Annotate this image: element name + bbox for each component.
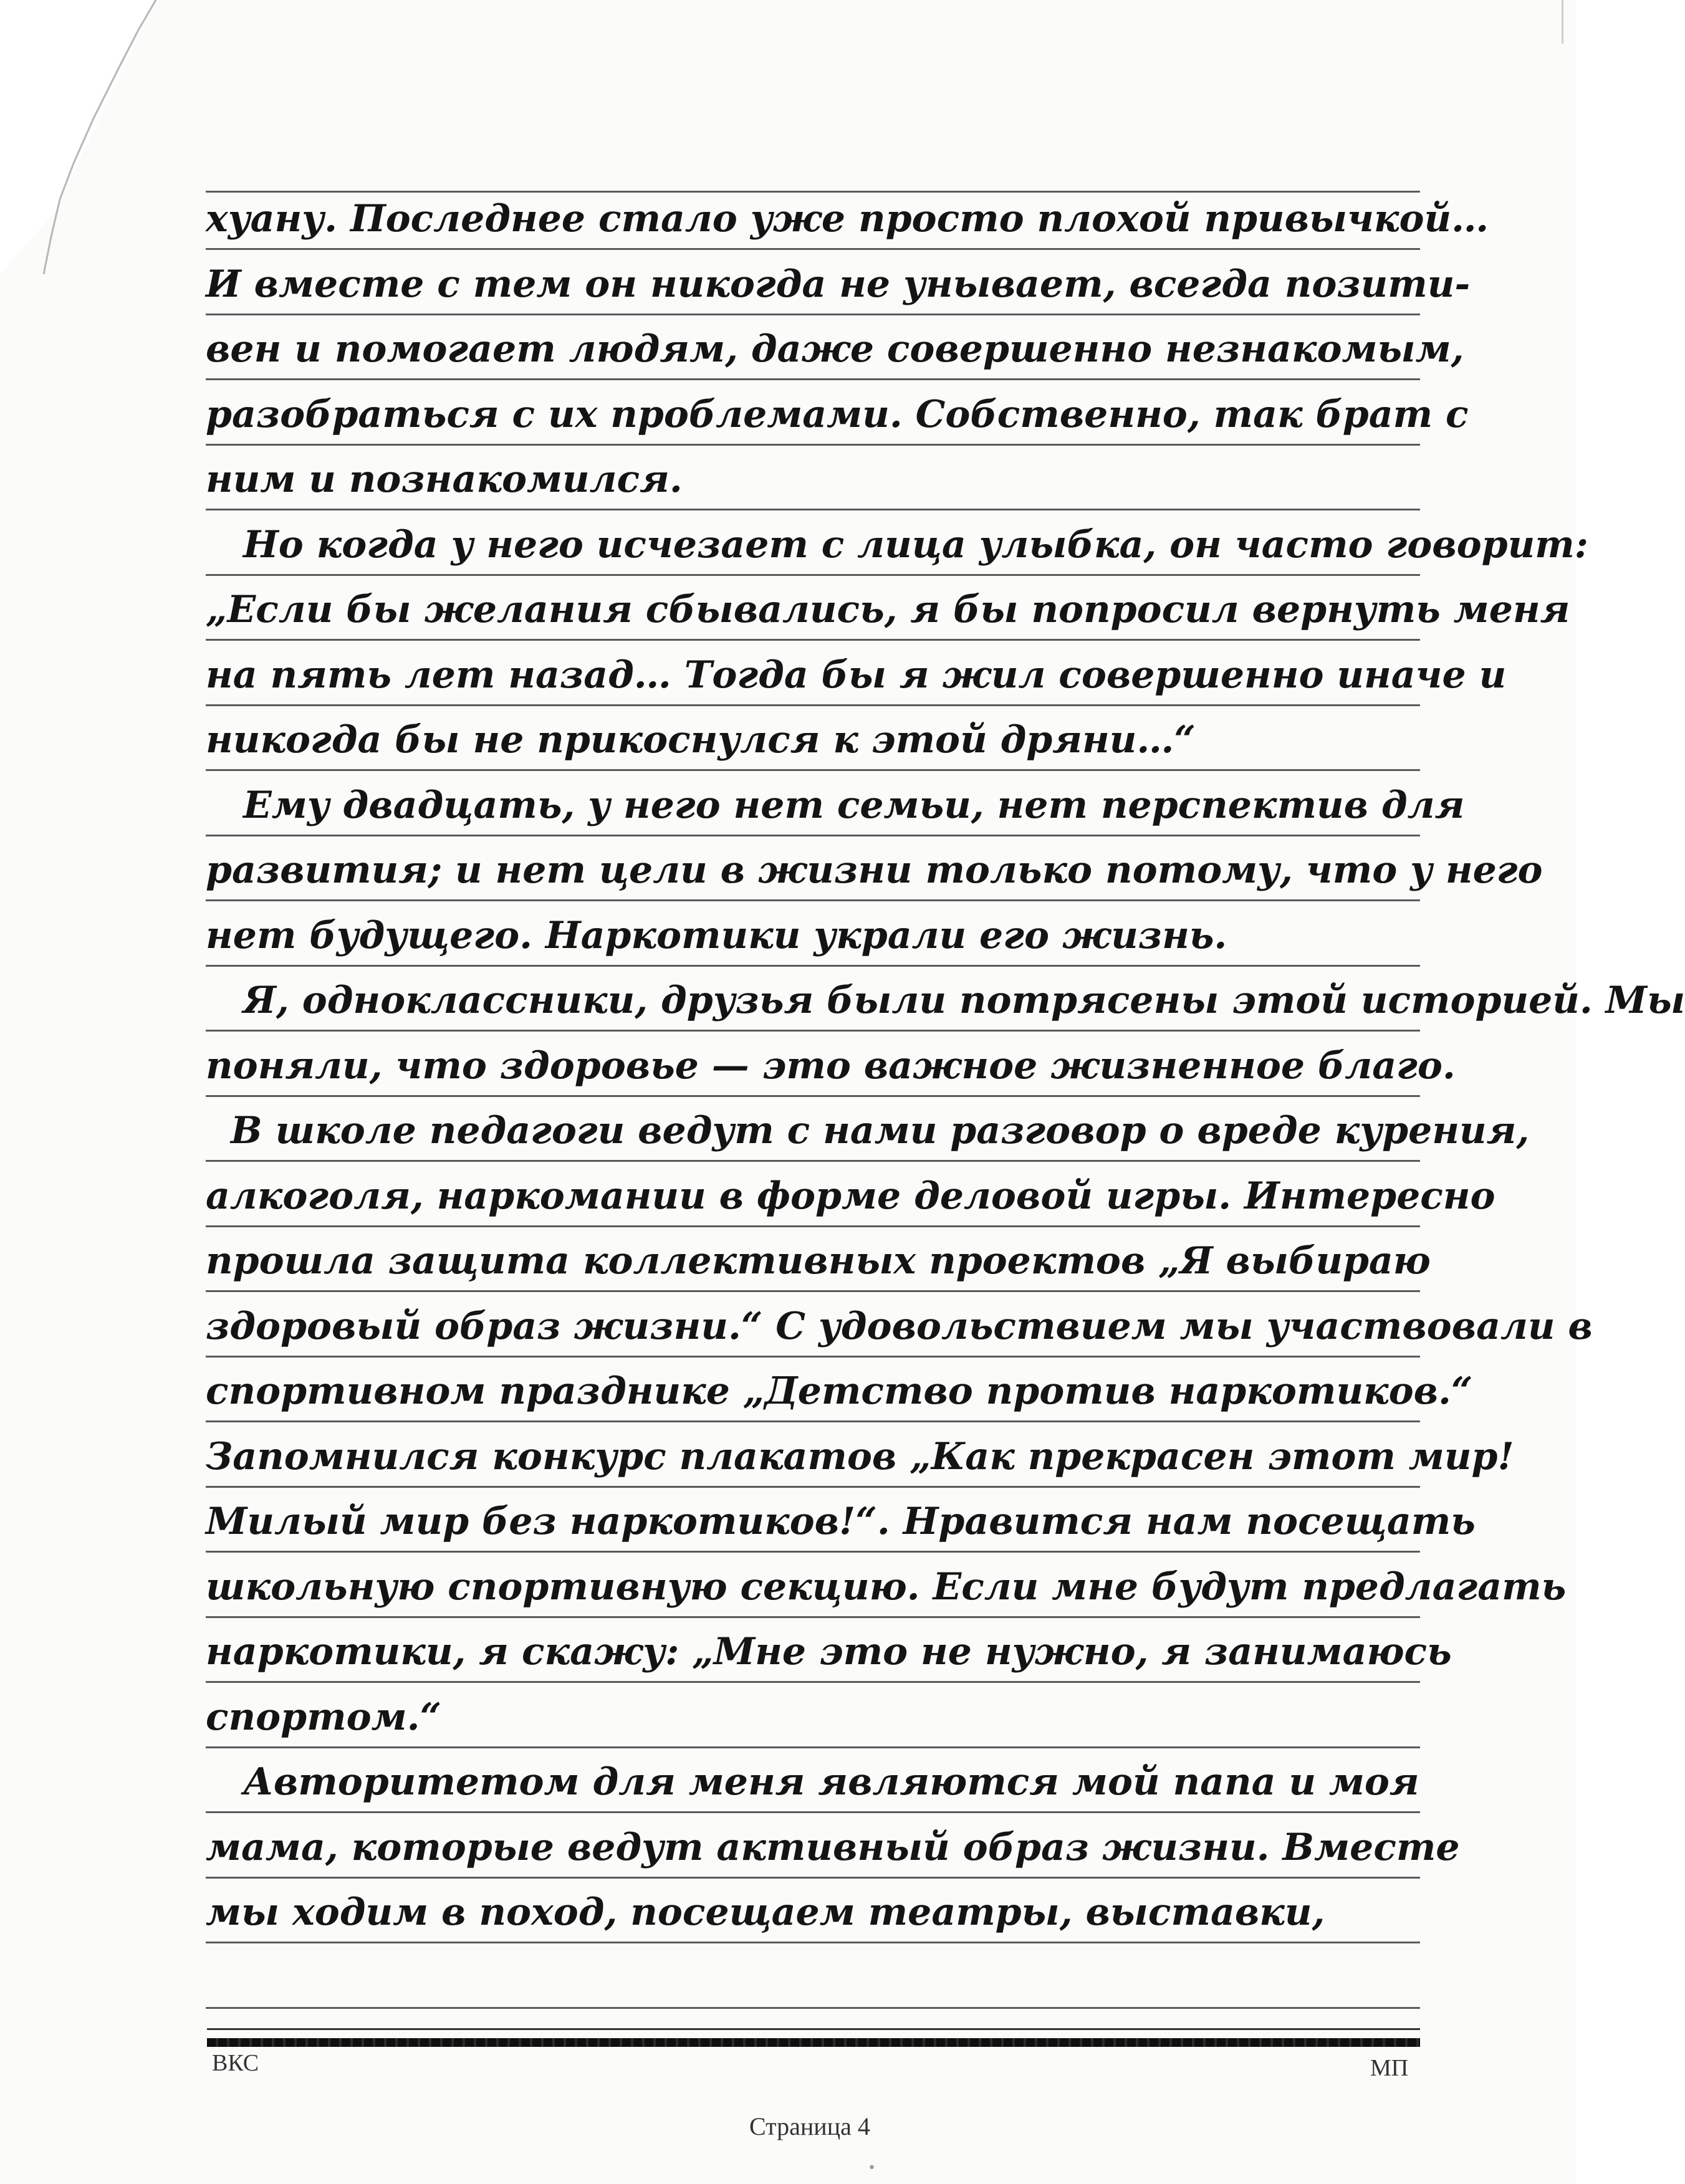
- ruled-line: [206, 1551, 1420, 1553]
- ruled-line: [206, 1225, 1420, 1227]
- sheet-edge: [1562, 0, 1576, 44]
- ruled-line: [206, 835, 1420, 836]
- handwritten-line: Но когда у него исчезает с лица улыбка, он часто говорит:: [243, 522, 1588, 567]
- handwritten-line: Запомнился конкурс плакатов „Как прекрасен этот мир!: [206, 1434, 1514, 1478]
- footer-left-label: ВКС: [212, 2050, 259, 2076]
- handwritten-line: разобраться с их проблемами. Собственно, так брат с: [206, 392, 1469, 436]
- handwritten-line: развития; и нет цели в жизни только потому, что у него: [206, 848, 1543, 892]
- handwritten-text-area: [206, 191, 1685, 1948]
- handwritten-line: хуану. Последнее стало уже просто плохой привычкой…: [206, 197, 1489, 241]
- footer-right-label: МП: [1370, 2055, 1409, 2081]
- handwritten-line: никогда бы не прикоснулся к этой дряни…“: [206, 718, 1196, 762]
- ruled-line: [206, 314, 1420, 315]
- handwritten-line: здоровый образ жизни.“ С удовольствием мы участвовали в: [206, 1304, 1593, 1348]
- handwritten-line: ним и познакомился.: [206, 457, 683, 501]
- ruled-line: [206, 248, 1420, 250]
- ruled-line: [206, 1095, 1420, 1097]
- ruled-line: [206, 704, 1420, 706]
- ruled-line: [206, 191, 1420, 193]
- page-number: Страница 4: [749, 2112, 870, 2140]
- handwritten-line: вен и помогает людям, даже совершенно незнакомым,: [206, 327, 1464, 371]
- ruled-line: [206, 509, 1420, 510]
- handwritten-line: школьную спортивную секцию. Если мне будут предлагать: [206, 1564, 1567, 1609]
- scan-speck: •: [868, 2160, 876, 2176]
- ruled-line: [206, 965, 1420, 967]
- handwritten-line: спортом.“: [206, 1695, 442, 1739]
- handwritten-line: Авторитетом для меня являются мой папа и моя: [243, 1760, 1419, 1804]
- ruled-line: [206, 1942, 1420, 1943]
- handwritten-line: нет будущего. Наркотики украли его жизнь.: [206, 913, 1227, 957]
- ruled-line: [206, 1030, 1420, 1032]
- handwritten-line: алкоголя, наркомании в форме деловой игры. Интересно: [206, 1174, 1495, 1218]
- ruled-line: [206, 1681, 1420, 1683]
- handwritten-line: „Если бы желания сбывались, я бы попросил вернуть меня: [206, 588, 1570, 631]
- handwritten-line: Я, одноклассники, друзья были потрясены этой историей. Мы: [243, 979, 1685, 1022]
- handwritten-line: поняли, что здоровье — это важное жизненное благо.: [206, 1043, 1456, 1088]
- handwritten-line: прошла защита коллективных проектов „Я выбираю: [206, 1239, 1431, 1283]
- ruled-line: [206, 574, 1420, 576]
- handwritten-line: И вместе с тем он никогда не унывает, всегда позити-: [206, 262, 1471, 306]
- ruled-line: [206, 2007, 1420, 2009]
- ruled-line: [206, 769, 1420, 771]
- ruled-line: [206, 899, 1420, 901]
- handwritten-line: мы ходим в поход, посещаем театры, выставки,: [206, 1890, 1325, 1934]
- ruled-line: [206, 1420, 1420, 1422]
- ruled-line: [206, 444, 1420, 446]
- handwritten-line: Ему двадцать, у него нет семьи, нет перспектив для: [243, 783, 1465, 827]
- ruled-line: [206, 1486, 1420, 1488]
- ruled-line: [206, 1811, 1420, 1813]
- ruled-line: [206, 1290, 1420, 1292]
- ruled-line: [206, 1616, 1420, 1618]
- ruled-line: [206, 1356, 1420, 1358]
- handwritten-line: наркотики, я скажу: „Мне это не нужно, я занимаюсь: [206, 1630, 1452, 1674]
- ruled-line: [206, 1877, 1420, 1879]
- ruled-line: [206, 1160, 1420, 1162]
- ruled-line: [206, 639, 1420, 641]
- handwritten-line: мама, которые ведут активный образ жизни. Вместе: [206, 1825, 1460, 1869]
- handwritten-line: Милый мир без наркотиков!“. Нравится нам посещать: [206, 1500, 1476, 1543]
- handwritten-line: В школе педагоги ведут с нами разговор о вреде курения,: [231, 1109, 1530, 1152]
- ruled-line: [206, 1746, 1420, 1748]
- handwritten-line: на пять лет назад… Тогда бы я жил совершенно иначе и: [206, 653, 1507, 697]
- ruled-line: [206, 378, 1420, 380]
- handwritten-line: спортивном празднике „Детство против наркотиков.“: [206, 1369, 1473, 1413]
